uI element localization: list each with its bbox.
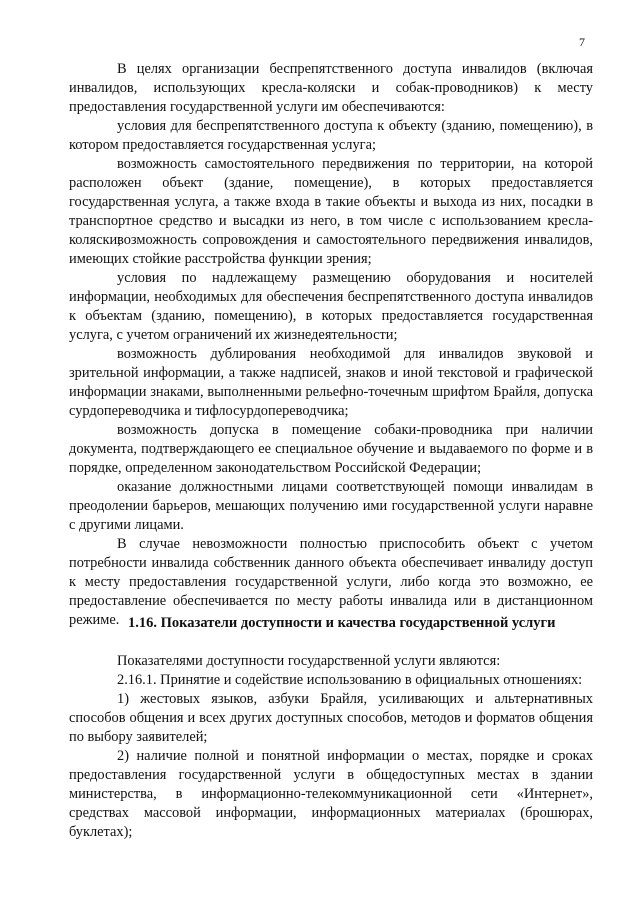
item-2-16-1: 2.16.1. Принятие и содействие использованию в официальных отношениях: xyxy=(117,672,583,688)
condition-information-duplication: возможность дублирования необходимой для инвалидов звуковой и зрительной информации, а также надписей, знаков и иной текстовой и графической информации знаками, выполненными рельефно-точечным шрифтом Брайля, допуска сурдопереводчика и тифлосурдопереводчика; xyxy=(69,346,593,419)
indicators-intro: Показателями доступности государственной услуги являются: xyxy=(117,653,501,669)
intro-paragraph: В целях организации беспрепятственного доступа инвалидов (включая инвалидов, использующих кресла-коляски и собак-проводников) к месту предоставления государственной услуги им обеспечиваются: xyxy=(69,61,593,115)
condition-staff-assistance: оказание должностными лицами соответствующей помощи инвалидам в преодолении барьеров, мешающих получению ими государственной услуги наравне с другими лицами. xyxy=(69,479,593,533)
condition-movement: возможность самостоятельного передвижения по территории, на которой расположен объект (здание, помещение), в которых предоставляется государственная услуга, а также входа в такие объекты и выхода из них, посадки в транспортное средство и высадки из него, в том числе с использованием кресла-коляски; xyxy=(69,156,593,248)
condition-equipment-placement: условия по надлежащему размещению оборудования и носителей информации, необходимых для обеспечения беспрепятственного доступа инвалидов к объектам (зданию, помещению), в которых предоставляется государственная услуга, с учетом ограничений их жизнедеятельности; xyxy=(69,270,593,343)
subitem-1: 1) жестовых языков, азбуки Брайля, усиливающих и альтернативных способов общения и всех других доступных способов, методов и форматов общения по выбору заявителей; xyxy=(69,691,593,745)
condition-accompaniment: возможность сопровождения и самостоятельного передвижения инвалидов, имеющих стойкие расстройства функции зрения; xyxy=(69,232,593,267)
page-number: 7 xyxy=(579,35,585,49)
subitem-2: 2) наличие полной и понятной информации о местах, порядке и сроках предоставления государственной услуги в общедоступных местах в здании министерства, в информационно-телекоммуникационной сети «Интернет», средствах массовой информации, информационных материалах (брошюрах, буклетах); xyxy=(69,748,593,840)
section-heading: 1.16. Показатели доступности и качества государственной услуги xyxy=(128,615,556,631)
impossibility-paragraph: В случае невозможности полностью приспособить объект с учетом потребности инвалида собственник данного объекта обеспечивает инвалиду доступ к месту предоставления государственной услуги, либо когда это возможно, ее предоставление обеспечивается по месту работы инвалида или в дистанционном режиме. xyxy=(69,536,593,628)
condition-guide-dog: возможность допуска в помещение собаки-проводника при наличии документа, подтверждающего ее специальное обучение и выдаваемого по форме и в порядке, определенном законодательством Российской Федерации; xyxy=(69,422,593,476)
condition-object-access: условия для беспрепятственного доступа к объекту (зданию, помещению), в котором предоставляется государственная услуга; xyxy=(69,118,593,153)
